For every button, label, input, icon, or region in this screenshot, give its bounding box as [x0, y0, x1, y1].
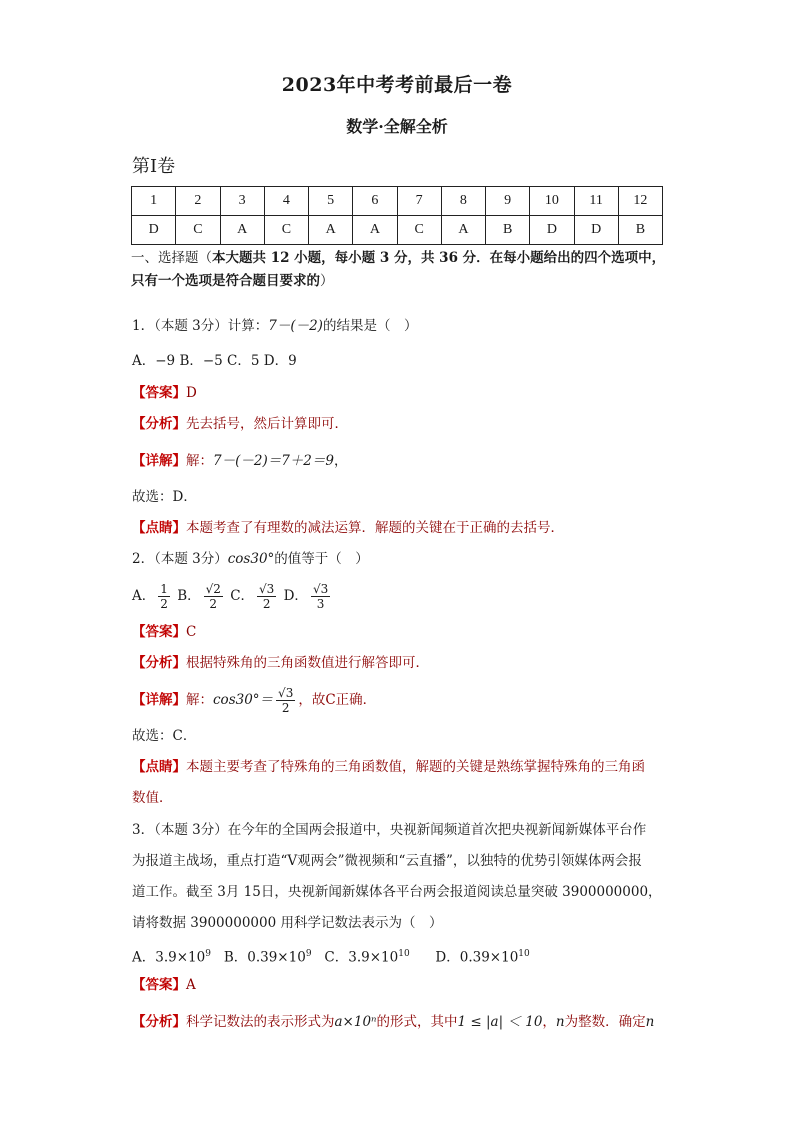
- question-number-cell: 1: [132, 187, 176, 216]
- q1-conclusion: 故选：D．: [132, 489, 197, 505]
- q2-detail-expression: cos30°＝: [213, 692, 274, 708]
- q2-option-c-fraction: [257, 582, 276, 611]
- q2-stem-end: 的值等于（ ）: [274, 551, 369, 567]
- answer-cell: B: [618, 216, 662, 245]
- q2-comment-text: 本题主要考查了特殊角的三角函数值，解题的关键是熟练掌握特殊角的三角函: [186, 759, 645, 775]
- question-number-cell: 2: [176, 187, 220, 216]
- instructions-suffix: ）: [320, 273, 334, 289]
- q1-expression: 7－(－2): [268, 318, 323, 334]
- q2-detail-lead: 解：: [186, 692, 213, 708]
- question-number-cell: 8: [441, 187, 485, 216]
- answer-cell: C: [264, 216, 308, 245]
- question-number-cell: 6: [353, 187, 397, 216]
- q2-conclusion: 故选：C．: [132, 728, 197, 744]
- q2-option-d-label: D．: [283, 588, 308, 604]
- question-number-cell: 4: [264, 187, 308, 216]
- q3-analysis-comma: ，: [542, 1014, 556, 1030]
- q3-options: [132, 944, 672, 968]
- fraction-denominator: 3: [316, 597, 325, 611]
- q3-analysis-text-b: 的形式，其中: [376, 1014, 458, 1030]
- fraction-denominator: 2: [160, 597, 168, 611]
- q2-option-a-fraction: [158, 582, 170, 611]
- q3-analysis-range: 1 ≤ |a| ＜ 10: [457, 1014, 543, 1030]
- detail-tag: 【详解】: [132, 692, 186, 708]
- q2-comment-line-1: [132, 757, 672, 777]
- fraction-denominator: 2: [262, 597, 271, 611]
- q2-analysis-text: 根据特殊角的三角函数值进行解答即可．: [186, 655, 429, 671]
- fraction-denominator: 2: [281, 701, 290, 715]
- fraction-numerator: √3: [278, 686, 294, 700]
- page-subtitle: 数学·全解全析: [346, 117, 448, 136]
- section-instructions: [131, 247, 671, 293]
- answer-key-table: [131, 186, 663, 245]
- q1-options: A．−9 B．−5 C．5 D．9: [132, 353, 297, 369]
- q2-option-d-fraction: [311, 582, 330, 611]
- q3-analysis-text-d: 为整数．确定: [564, 1014, 646, 1030]
- answer-tag: 【答案】: [132, 624, 186, 640]
- q2-option-b-fraction: [204, 582, 223, 611]
- q3-option-c: C．3.9×10: [324, 949, 399, 966]
- question-number-cell: 12: [618, 187, 662, 216]
- q1-detail-end: ，: [333, 453, 348, 469]
- exponent: 10: [398, 949, 410, 959]
- exponent: 9: [305, 949, 312, 959]
- q3-analysis: [132, 1012, 672, 1032]
- exponent: 9: [205, 949, 211, 959]
- answer-cell: B: [486, 216, 530, 245]
- q1-stem: [132, 316, 672, 336]
- fraction-numerator: √3: [259, 582, 275, 596]
- q3-stem-line-2: 为报道主战场，重点打造“V观两会”微视频和“云直播”，以独特的优势引领媒体两会报: [132, 853, 642, 869]
- comment-tag: 【点睛】: [132, 520, 186, 536]
- q2-option-c-label: C．: [230, 588, 255, 604]
- q3-analysis-n: n: [555, 1014, 565, 1030]
- q3-analysis-form: a×10ⁿ: [334, 1014, 377, 1030]
- question-number-cell: 7: [397, 187, 441, 216]
- q2-detail-end: ，故C正确．: [298, 692, 377, 708]
- question-number-cell: 3: [220, 187, 264, 216]
- q1-detail: [132, 451, 672, 471]
- answer-tag: 【答案】: [132, 977, 186, 993]
- q2-detail-fraction: [276, 686, 295, 715]
- answer-cell: A: [353, 216, 397, 245]
- answer-table-number-row: [132, 187, 663, 216]
- q2-analysis: [132, 653, 672, 673]
- answer-cell: C: [397, 216, 441, 245]
- q2-detail: [132, 682, 672, 718]
- q2-stem: [132, 549, 672, 569]
- answer-cell: D: [574, 216, 618, 245]
- q3-analysis-text: 科学记数法的表示形式为: [186, 1014, 335, 1030]
- analysis-tag: 【分析】: [132, 416, 186, 432]
- section-heading: 第Ⅰ卷: [132, 156, 176, 177]
- q2-answer: [132, 622, 672, 642]
- q2-option-a-label: A．: [132, 588, 156, 604]
- q2-comment-text-2: 数值．: [132, 790, 173, 806]
- question-number-cell: 5: [309, 187, 353, 216]
- q1-comment: [132, 518, 672, 538]
- q1-comment-text: 本题考查了有理数的减法运算．解题的关键在于正确的去括号．: [186, 520, 564, 536]
- answer-cell: A: [441, 216, 485, 245]
- q3-answer-value: A: [186, 977, 196, 993]
- analysis-tag: 【分析】: [132, 1014, 186, 1030]
- detail-tag: 【详解】: [132, 453, 186, 469]
- q3-analysis-n2: n: [645, 1014, 655, 1030]
- q3-option-b: B．0.39×10: [223, 949, 306, 966]
- fraction-numerator: √3: [312, 582, 329, 596]
- q2-expression: cos30°: [227, 551, 275, 567]
- answer-tag: 【答案】: [132, 385, 186, 401]
- q2-options: [132, 578, 672, 614]
- fraction-numerator: 1: [160, 582, 168, 596]
- q3-option-d: D．0.39×10: [435, 949, 519, 966]
- q1-stem-text: 1．（本题 3分）计算：: [132, 318, 269, 334]
- instructions-bold: 本大题共 12 小题，每小题 3 分，共 36 分．在每小题给出的四个选项中，只有一个选项是符合题目要求的: [131, 250, 666, 289]
- q2-answer-value: C: [186, 624, 197, 640]
- answer-cell: A: [309, 216, 353, 245]
- q1-answer: [132, 383, 672, 403]
- exponent: 10: [518, 949, 530, 959]
- answer-cell: A: [220, 216, 264, 245]
- analysis-tag: 【分析】: [132, 655, 186, 671]
- q2-comment-line-2: [132, 788, 672, 808]
- fraction-numerator: √2: [205, 582, 221, 596]
- answer-table-answer-row: [132, 216, 663, 245]
- q1-detail-lead: 解：: [186, 453, 213, 469]
- q1-stem-end: 的结果是（ ）: [322, 318, 418, 334]
- answer-cell: D: [132, 216, 176, 245]
- q2-stem-text: 2．（本题 3分）: [132, 551, 228, 567]
- q3-stem-line-1: 3．（本题 3分）在今年的全国两会报道中，央视新闻频道首次把央视新闻新媒体平台作: [132, 822, 647, 838]
- page-title: 2023年中考考前最后一卷: [281, 74, 513, 96]
- question-number-cell: 9: [486, 187, 530, 216]
- question-number-cell: 10: [530, 187, 574, 216]
- q3-stem-line-3: 道工作。截至 3月 15日，央视新闻新媒体各平台两会报道阅读总量突破 3900000000，: [132, 884, 662, 900]
- q1-analysis-text: 先去括号，然后计算即可．: [186, 416, 348, 432]
- answer-cell: C: [176, 216, 220, 245]
- instructions-prefix: 一、选择题（: [131, 250, 212, 266]
- fraction-denominator: 2: [209, 597, 218, 611]
- question-number-cell: 11: [574, 187, 618, 216]
- q3-answer: [132, 975, 672, 995]
- q2-option-b-label: B．: [177, 588, 201, 604]
- q1-detail-expression: 7－(－2)＝7＋2＝9: [213, 453, 334, 469]
- q1-answer-value: D: [186, 385, 197, 401]
- comment-tag: 【点睛】: [132, 759, 186, 775]
- q3-option-a: A．3.9×10: [132, 949, 206, 966]
- q3-stem-line-4: 请将数据 3900000000 用科学记数法表示为（ ）: [132, 915, 443, 931]
- q1-analysis: [132, 414, 672, 434]
- answer-cell: D: [530, 216, 574, 245]
